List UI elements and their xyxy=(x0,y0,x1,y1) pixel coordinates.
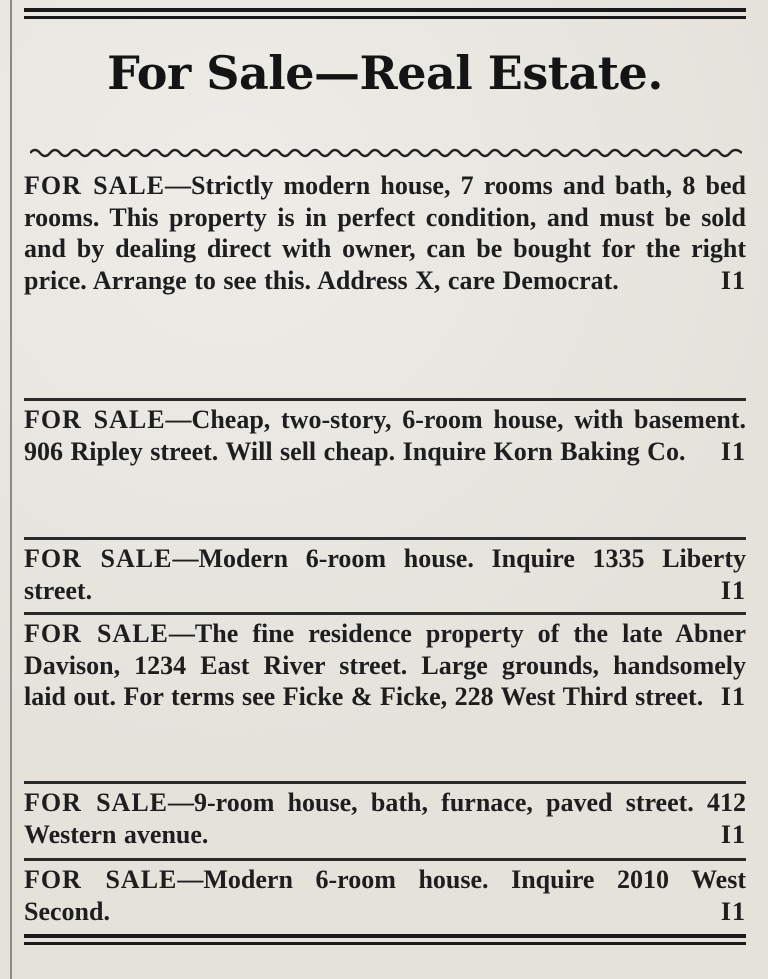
classified-ad-3 xyxy=(24,543,746,606)
ad-text: —Modern 6-room house. Inquire 2010 West Second. xyxy=(24,865,746,926)
ad-separator xyxy=(24,781,746,784)
ad-separator xyxy=(24,537,746,540)
classified-ad-5 xyxy=(24,787,746,850)
ad-code: I1 xyxy=(720,575,746,605)
wavy-divider xyxy=(30,146,742,160)
ad-code: I1 xyxy=(720,819,746,849)
ad-text: —Cheap, two-story, 6-room house, with basement. 906 Ripley street. Will sell cheap. Inquire Korn Baking Co. xyxy=(24,405,746,466)
ad-text: —The fine residence property of the late Abner Davison, 1234 East River street. Large grounds, handsomely laid out. For terms see Ficke & Ficke, 228 West Third street. xyxy=(24,619,746,711)
ad-lead: FOR SALE xyxy=(24,405,166,434)
classified-ad-4 xyxy=(24,618,746,713)
classified-ad-1 xyxy=(24,170,746,296)
ad-code: I1 xyxy=(720,896,746,926)
ad-lead: FOR SALE xyxy=(24,544,173,573)
ad-text: —Modern 6-room house. Inquire 1335 Liberty street. xyxy=(24,544,746,605)
ad-text: —Strictly modern house, 7 rooms and bath, 8 bed rooms. This property is in perfect condition, and must be sold and by dealing direct with owner, can be bought for the right price. Arrange to see this. Address X, care Democrat. xyxy=(24,171,746,295)
ad-separator xyxy=(24,612,746,615)
column-rule xyxy=(10,0,12,979)
ad-separator xyxy=(24,398,746,401)
ad-code: I1 xyxy=(720,265,746,295)
ad-lead: FOR SALE xyxy=(24,619,169,648)
ad-lead: FOR SALE xyxy=(24,865,178,894)
bottom-double-rule xyxy=(24,934,746,946)
classified-ad-6 xyxy=(24,864,746,927)
section-heading: For Sale—Real Estate. xyxy=(107,46,663,100)
ad-code: I1 xyxy=(720,436,746,466)
top-double-rule xyxy=(24,8,746,20)
ad-code: I1 xyxy=(720,682,746,711)
classified-ad-2 xyxy=(24,404,746,467)
ad-lead: FOR SALE xyxy=(24,171,166,200)
ad-text: —9-room house, bath, furnace, paved street. 412 Western avenue. xyxy=(24,788,746,849)
ad-separator xyxy=(24,858,746,861)
ad-lead: FOR SALE xyxy=(24,788,169,817)
